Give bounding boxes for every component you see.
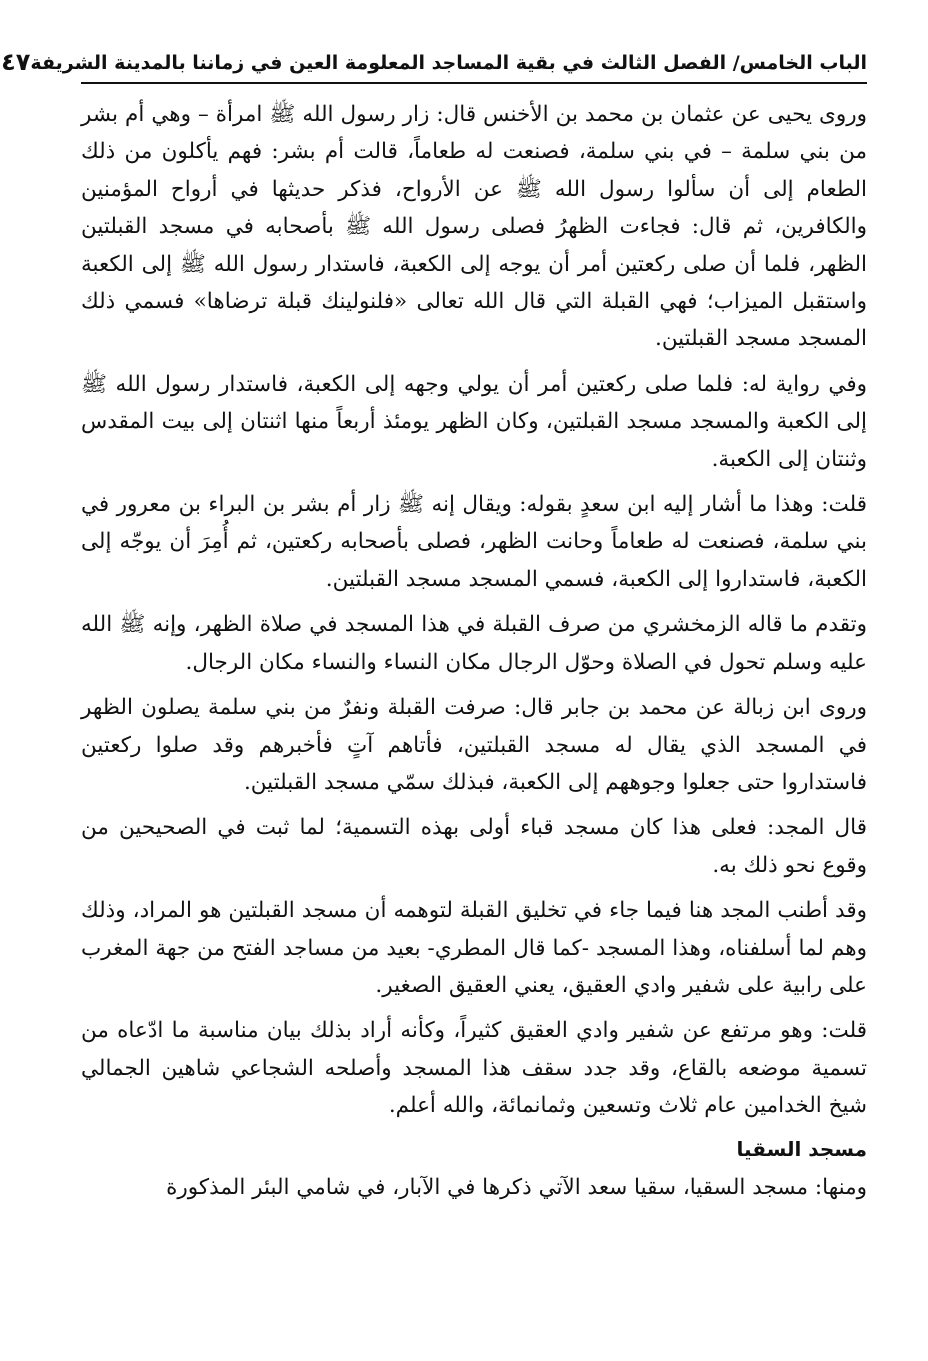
- paragraph-renovation-note: قلت: وهو مرتفع عن شفير وادي العقيق كثيراً، وكأنه أراد بذلك بيان مناسبة ما ادّعاه من تسمية موضعه بالقاع، وقد جدد سقف هذا المسجد وأصلحه الشجاعي شاهين الجمالي شيخ الخدامين عام ثلاث وتسعين وثمانمائة، والله أعلم.: [82, 1018, 868, 1119]
- paragraph-another-narration: وفي رواية له: فلما صلى ركعتين أمر أن يولي وجهه إلى الكعبة، فاستدار رسول الله ﷺ إلى الكعبة والمسجد مسجد القبلتين، وكان الظهر يومئذ أربعاً منها اثنتان إلى بيت المقدس وثنتان إلى الكعبة.: [82, 371, 868, 472]
- page-body: [82, 96, 868, 1206]
- paragraph-zamakhshari: وتقدم ما قاله الزمخشري من صرف القبلة في هذا المسجد في صلاة الظهر، وإنه ﷺ الله عليه وسلم تحول في الصلاة وحوّل الرجال مكان النساء والنساء مكان الرجال.: [82, 612, 868, 675]
- section-heading: مسجد السقيا: [737, 1136, 868, 1161]
- chapter-title: الباب الخامس/ الفصل الثالث في بقية المساجد المعلومة العين في زماننا بالمدينة الشريفة: [31, 52, 868, 74]
- paragraph-majd-elaboration: وقد أطنب المجد هنا فيما جاء في تخليق القبلة لتوهمه أن مسجد القبلتين هو المراد، وذلك وهم لما أسلفناه، وهذا المسجد -كما قال المطري- بعيد من مساجد الفتح من جهة المغرب على رابية على شفير وادي العقيق، يعني العقيق الصغير.: [82, 898, 868, 998]
- paragraph-ibn-zabala: وروى ابن زبالة عن محمد بن جابر قال: صرفت القبلة ونفرٌ من بني سلمة يصلون الظهر في المسجد الذي يقال له مسجد القبلتين، فأتاهم آتٍ فأخبرهم وقد صلوا ركعتين فاستداروا حتى جعلوا وجوههم إلى الكعبة، فبذلك سمّي مسجد القبلتين.: [82, 695, 868, 795]
- paragraph-majd-quote: قال المجد: فعلى هذا كان مسجد قباء أولى بهذه التسمية؛ لما ثبت في الصحيحين من وقوع نحو ذلك به.: [82, 815, 868, 878]
- section-first-line: ومنها: مسجد السقيا، سقيا سعد الآتي ذكرها في الآبار، في شامي البئر المذكورة: [167, 1174, 868, 1200]
- header-divider: [82, 82, 868, 84]
- paragraph-yahya-narration: وروى يحيى عن عثمان بن محمد بن الأخنس قال: زار رسول الله ﷺ امرأة – وهي أم بشر من بني سلمة – في بني سلمة، فصنعت له طعاماً، قالت أم بشر: فهم يأكلون من ذلك الطعام إلى أن سألوا رسول الله ﷺ عن الأرواح، فذكر حديثها في أرواح المؤمنين والكافرين، ثم قال: فجاءت الظهرُ فصلى رسول الله ﷺ بأصحابه في مسجد القبلتين الظهر، فلما أن صلى ركعتين أمر أن يوجه إلى الكعبة، فاستدار رسول الله ﷺ إلى الكعبة واستقبل الميزاب؛ فهي القبلة التي قال الله تعالى «فلنولينك قبلة ترضاها» فسمي ذلك المسجد مسجد القبلتين.: [82, 102, 868, 352]
- page-number: ٤٧: [2, 48, 32, 76]
- running-header: [2, 34, 868, 76]
- paragraph-ibn-saad: قلت: وهذا ما أشار إليه ابن سعدٍ بقوله: ويقال إنه ﷺ زار أم بشر بن البراء بن معرور في بني سلمة، فصنعت له طعاماً وحانت الظهر، فصلى بأصحابه ركعتين، ثم أُمِرَ أن يوجّه إلى الكعبة، فاستداروا إلى الكعبة، فسمي المسجد مسجد القبلتين.: [82, 492, 868, 592]
